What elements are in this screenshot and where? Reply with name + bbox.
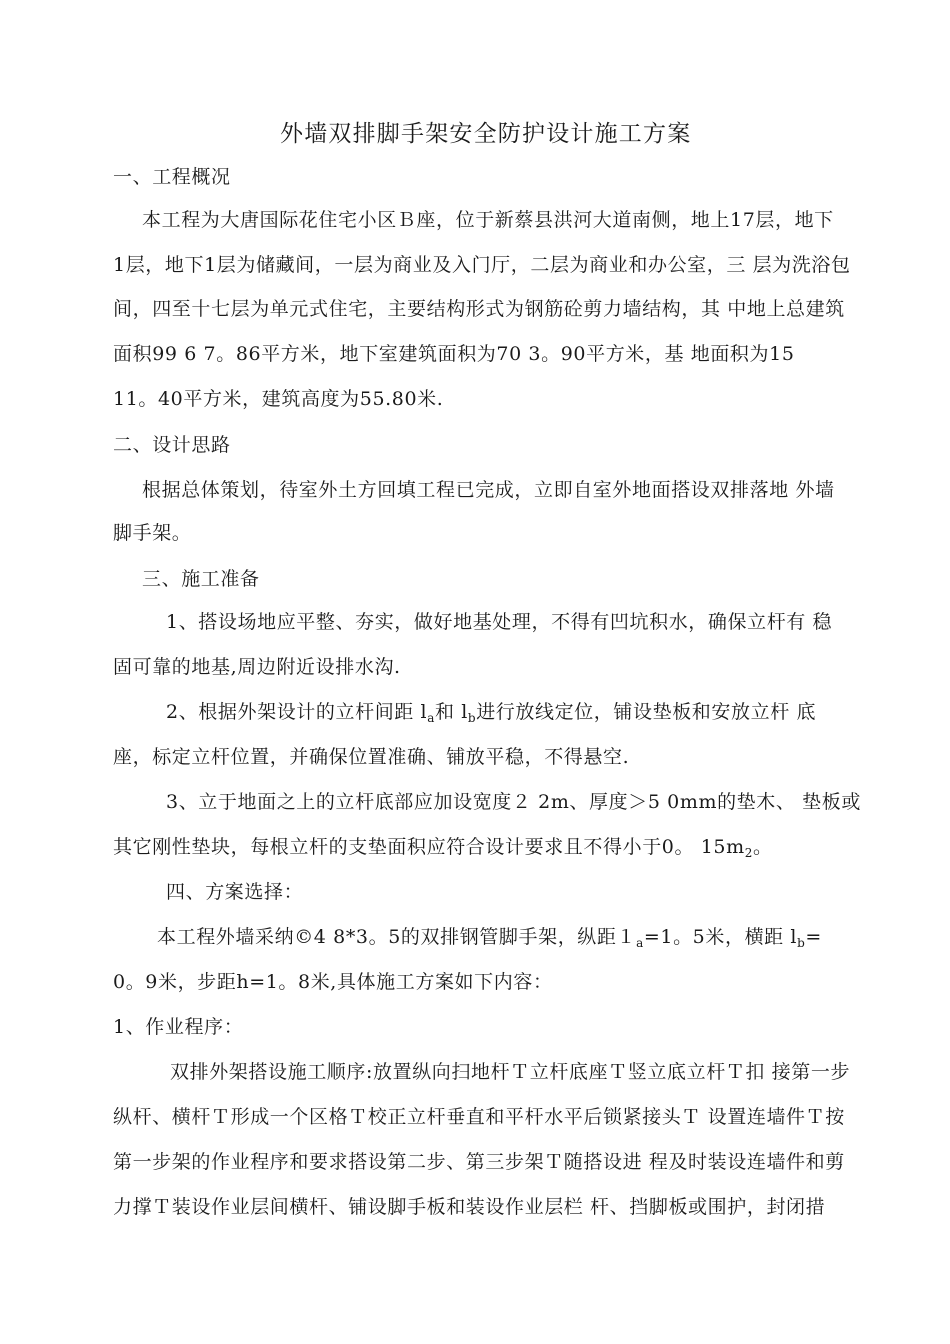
section-heading-preparation: 三、施工准备 [142,568,260,590]
section-heading-overview: 一、工程概况 [113,166,231,188]
prep-item-1-line-1: 1、搭设场地应平整、夯实，做好地基处理，不得有凹坑积水，确保立杆有 稳 [166,611,833,633]
overview-line-4: 面积99 6 7。86平方米，地下室建筑面积为70 3。90平方米，基 地面积为15 [113,343,795,365]
plan-line-2: 0。9米，步距h=1。8米,具体施工方案如下内容： [113,971,553,993]
section-heading-plan: 四、方案选择： [166,881,304,903]
section-heading-procedure: 1、作业程序： [113,1016,244,1038]
procedure-line-2: 纵杆、横杆Ｔ形成一个区格Ｔ校正立杆垂直和平杆水平后锁紧接头Ｔ 设置连墙件Ｔ按 [113,1106,845,1128]
procedure-line-3: 第一步架的作业程序和要求搭设第二步、第三步架Ｔ随搭设进 程及时装设连墙件和剪 [113,1151,845,1173]
design-line-1: 根据总体策划，待室外土方回填工程已完成，立即自室外地面搭设双排落地 外墙 [142,479,835,501]
document-title: 外墙双排脚手架安全防护设计施工方案 [280,121,692,147]
overview-line-1: 本工程为大唐国际花住宅小区Ｂ座，位于新蔡县洪河大道南侧，地上17层，地下 [142,209,834,231]
design-line-2: 脚手架。 [113,522,192,544]
prep-item-2-line-1: 2、根据外架设计的立杆间距 $l_a$和 $l_b$进行放线定位，铺设垫板和安放立杆 底 [166,701,817,725]
prep-item-3-line-1: 3、立于地面之上的立杆底部应加设宽度２ 2m、厚度＞5 0mm的垫木、 垫板或 [166,791,861,813]
overview-line-3: 间，四至十七层为单元式住宅，主要结构形式为钢筋砼剪力墙结构，其 中地上总建筑 [113,298,845,320]
procedure-line-1: 双排外架搭设施工顺序:放置纵向扫地杆Ｔ立杆底座Ｔ竖立底立杆Ｔ扣 接第一步 [170,1061,851,1083]
prep-item-2-line-2: 座，标定立杆位置，并确保位置准确、铺放平稳，不得悬空. [113,746,630,768]
plan-line-1: 本工程外墙采纳©4 8*3。5的双排钢管脚手架，纵距$1_a=1$。5米，横距 $l_b=$ [157,926,822,950]
prep-item-1-line-2: 固可靠的地基,周边附近设排水沟. [113,656,401,678]
overview-line-5: 11。40平方米，建筑高度为55.80米. [113,388,444,410]
prep-item-3-line-2: 其它刚性垫块，每根立杆的支垫面积应符合设计要求且不得小于0。 $15m_2$。 [113,836,773,860]
overview-line-2: 1层，地下1层为储藏间，一层为商业及入门厅，二层为商业和办公室，三 层为洗浴包 [113,254,851,276]
section-heading-design: 二、设计思路 [113,434,231,456]
procedure-line-4: 力撑Ｔ装设作业层间横杆、铺设脚手板和装设作业层栏 杆、挡脚板或围护，封闭措 [113,1196,826,1218]
